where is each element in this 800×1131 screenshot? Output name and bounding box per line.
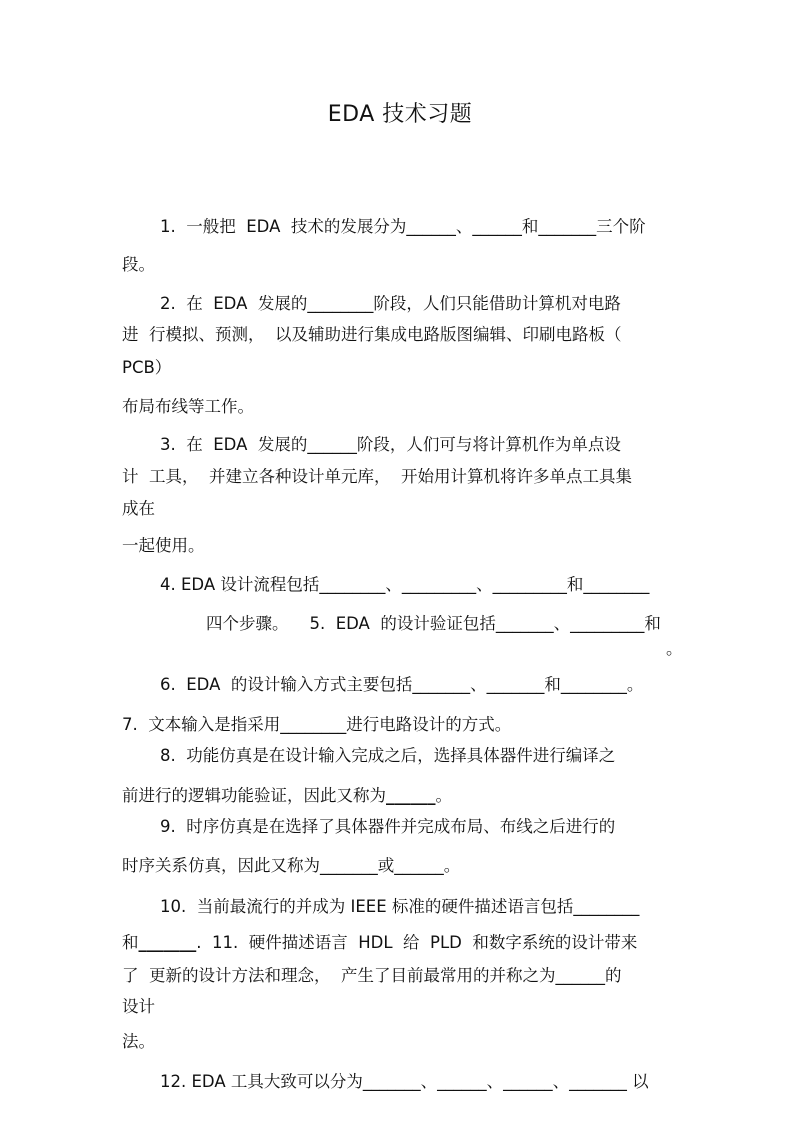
question-2-line-1: 2. 在 EDA 发展的________阶段，人们只能借助计算机对电路: [160, 294, 621, 313]
question-3-line-3: 成在: [122, 499, 155, 518]
question-11-line-2: 了 更新的设计方法和理念， 产生了目前最常用的并称之为______的: [122, 966, 622, 985]
question-10-line-1: 10. 当前最流行的并成为 IEEE 标准的硬件描述语言包括________: [160, 897, 640, 916]
question-10-11-line: [122, 932, 637, 954]
question-1-line-2: 段。: [122, 255, 155, 274]
question-11-line-3: 设计: [122, 997, 155, 1016]
question-2-line-4: 布局布线等工作。: [122, 397, 254, 416]
question-4-5-line: 四个步骤。 5. EDA 的设计验证包括_______、_________和: [206, 614, 661, 633]
question-5-end: 。: [666, 639, 683, 658]
question-9-line-2: 时序关系仿真，因此又称为_______或______。: [122, 856, 461, 875]
question-9-line-1: 9. 时序仿真是在选择了具体器件并完成布局、布线之后进行的: [160, 817, 616, 836]
question-1-line-1: 1. 一般把 EDA 技术的发展分为______、______和_______三个阶: [160, 217, 646, 236]
question-3-line-1: 3. 在 EDA 发展的______阶段，人们可与将计算机作为单点设: [160, 435, 621, 454]
question-6-line: 6. EDA 的设计输入方式主要包括_______、_______和________。: [160, 675, 644, 694]
question-11-line-4: 法。: [122, 1032, 155, 1051]
question-8-line-1: 8. 功能仿真是在设计输入完成之后，选择具体器件进行编译之: [160, 746, 616, 765]
question-8-blank: ______: [386, 786, 436, 805]
question-2-line-3: PCB）: [122, 358, 172, 377]
question-10-and: 和: [122, 933, 139, 952]
question-8-line-2: [122, 785, 452, 807]
question-8-text: 前进行的逻辑功能验证，因此又称为: [122, 786, 386, 805]
question-7-line: 7. 文本输入是指采用________进行电路设计的方式。: [122, 715, 512, 734]
question-11-text: . 11. 硬件描述语言 HDL 给 PLD 和数字系统的设计带来: [196, 933, 638, 952]
question-10-blank: _______: [138, 933, 197, 952]
page-title: EDA 技术习题: [327, 102, 473, 127]
question-4-line-1: 4. EDA 设计流程包括________、_________、_________和________: [160, 575, 650, 594]
question-8-end: 。: [435, 786, 452, 805]
question-3-line-2: 计 工具， 并建立各种设计单元库， 开始用计算机将许多单点工具集: [122, 467, 632, 486]
question-12-line-1: 12. EDA 工具大致可以分为_______、______、______、_______ 以: [160, 1072, 649, 1091]
question-2-line-2: 进 行模拟、预测， 以及辅助进行集成电路版图编辑、印刷电路板（: [122, 325, 622, 344]
question-3-line-4: 一起使用。: [122, 536, 205, 555]
